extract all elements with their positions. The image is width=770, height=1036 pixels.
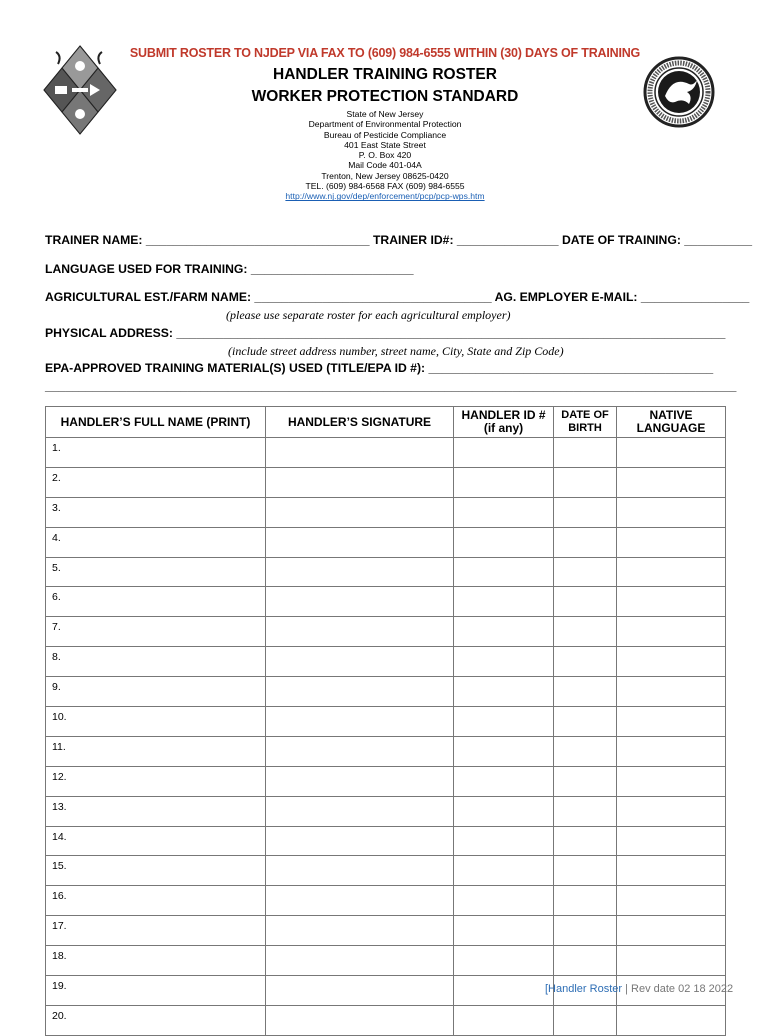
signature-cell[interactable] <box>266 587 454 617</box>
signature-cell[interactable] <box>266 467 454 497</box>
epa-material-line-continued[interactable]: ______________________________________________________________________________________________________ <box>45 379 737 393</box>
farm-name-email-line[interactable]: AGRICULTURAL EST./FARM NAME: ___________________________________ AG. EMPLOYER E-MAIL: ________________ <box>45 290 750 304</box>
row-number: 13. <box>52 800 67 813</box>
signature-cell[interactable] <box>266 647 454 677</box>
handler-id-cell[interactable] <box>454 1005 554 1035</box>
name-cell[interactable] <box>46 707 266 737</box>
row-number: 4. <box>52 531 61 544</box>
address-line: Bureau of Pesticide Compliance <box>323 129 447 140</box>
table-row <box>46 527 726 557</box>
native-language-cell[interactable] <box>617 826 726 856</box>
native-language-cell[interactable] <box>617 1005 726 1035</box>
col-header-date-of-birth <box>554 407 617 438</box>
native-language-cell[interactable] <box>617 707 726 737</box>
address-line: TEL. (609) 984-6568 FAX (609) 984-6555 <box>305 181 465 192</box>
signature-cell[interactable] <box>266 736 454 766</box>
row-number: 9. <box>52 681 61 694</box>
name-cell[interactable] <box>46 856 266 886</box>
handler-id-cell[interactable] <box>454 467 554 497</box>
handler-id-cell[interactable] <box>454 976 554 1006</box>
date-of-birth-cell[interactable] <box>554 677 617 707</box>
form-subtitle: WORKER PROTECTION STANDARD <box>251 88 519 105</box>
row-number: 3. <box>52 501 61 514</box>
roster-rows <box>46 438 726 1036</box>
native-language-cell[interactable] <box>617 766 726 796</box>
name-cell[interactable] <box>46 916 266 946</box>
native-language-cell[interactable] <box>617 736 726 766</box>
date-of-birth-cell[interactable] <box>554 796 617 826</box>
name-cell[interactable] <box>46 467 266 497</box>
address-line: 401 East State Street <box>344 139 426 150</box>
handler-id-sublabel: (if any) <box>483 421 524 435</box>
address-line: Trenton, New Jersey 08625-0420 <box>321 170 449 181</box>
name-cell[interactable] <box>46 647 266 677</box>
address-line: P. O. Box 420 <box>358 150 412 161</box>
handler-id-cell[interactable] <box>454 647 554 677</box>
row-number: 11. <box>52 740 66 753</box>
signature-cell[interactable] <box>266 826 454 856</box>
name-cell[interactable] <box>46 527 266 557</box>
date-of-birth-cell[interactable] <box>554 617 617 647</box>
table-row <box>46 647 726 677</box>
address-format-note: (include street address number, street name, City, State and Zip Code) <box>228 344 564 358</box>
native-language-cell[interactable] <box>617 856 726 886</box>
native-language-cell[interactable] <box>617 677 726 707</box>
row-number: 17. <box>52 920 67 933</box>
date-of-birth-cell[interactable] <box>554 766 617 796</box>
date-of-birth-cell[interactable] <box>554 497 617 527</box>
date-of-birth-cell[interactable] <box>554 707 617 737</box>
handler-roster-table <box>45 406 726 1036</box>
footer-revision-date: | Rev date 02 18 2022 <box>622 983 734 995</box>
native-language-cell[interactable] <box>617 587 726 617</box>
name-cell[interactable] <box>46 677 266 707</box>
handler-id-cell[interactable] <box>454 946 554 976</box>
name-cell[interactable] <box>46 497 266 527</box>
handler-id-cell[interactable] <box>454 587 554 617</box>
native-language-cell[interactable] <box>617 916 726 946</box>
col-header-signature: HANDLER’S SIGNATURE <box>266 407 454 438</box>
col-header-native-language <box>617 407 726 438</box>
native-language-cell[interactable] <box>617 557 726 587</box>
signature-cell[interactable] <box>266 438 454 468</box>
native-language-label-line1: NATIVE <box>649 408 693 422</box>
handler-id-label: HANDLER ID # <box>461 408 546 422</box>
handler-id-cell[interactable] <box>454 886 554 916</box>
date-of-birth-cell[interactable] <box>554 527 617 557</box>
signature-cell[interactable] <box>266 976 454 1006</box>
nj-dep-seal-logo <box>643 44 715 140</box>
table-row <box>46 617 726 647</box>
date-of-birth-cell[interactable] <box>554 886 617 916</box>
native-language-cell[interactable] <box>617 527 726 557</box>
signature-cell[interactable] <box>266 1005 454 1035</box>
handler-id-cell[interactable] <box>454 438 554 468</box>
table-row <box>46 587 726 617</box>
address-line: State of New Jersey <box>346 109 424 119</box>
row-number: 2. <box>52 471 61 484</box>
handler-id-cell[interactable] <box>454 916 554 946</box>
handler-id-cell[interactable] <box>454 527 554 557</box>
signature-cell[interactable] <box>266 856 454 886</box>
table-row <box>46 856 726 886</box>
row-number: 6. <box>52 591 61 604</box>
native-language-cell[interactable] <box>617 647 726 677</box>
name-cell[interactable] <box>46 587 266 617</box>
date-of-birth-cell[interactable] <box>554 826 617 856</box>
col-header-handler-id <box>454 407 554 438</box>
handler-id-cell[interactable] <box>454 826 554 856</box>
native-language-cell[interactable] <box>617 467 726 497</box>
footer-form-name: [Handler Roster <box>545 983 623 995</box>
trainer-info-line[interactable]: TRAINER NAME: _________________________________ TRAINER ID#: _______________ DATE OF TRAINING: __________ <box>45 233 753 247</box>
page-footer <box>545 983 733 995</box>
date-of-birth-cell[interactable] <box>554 946 617 976</box>
row-number: 18. <box>52 950 67 963</box>
name-cell[interactable] <box>46 946 266 976</box>
date-of-birth-cell[interactable] <box>554 438 617 468</box>
address-line: Department of Environmental Protection <box>308 119 462 130</box>
name-cell[interactable] <box>46 826 266 856</box>
handler-id-cell[interactable] <box>454 557 554 587</box>
handler-id-cell[interactable] <box>454 497 554 527</box>
name-cell[interactable] <box>46 796 266 826</box>
signature-cell[interactable] <box>266 886 454 916</box>
native-language-cell[interactable] <box>617 886 726 916</box>
name-cell[interactable] <box>46 617 266 647</box>
signature-cell[interactable] <box>266 916 454 946</box>
row-number: 7. <box>52 621 61 634</box>
name-cell[interactable] <box>46 1005 266 1035</box>
name-cell[interactable] <box>46 886 266 916</box>
date-of-birth-cell[interactable] <box>554 467 617 497</box>
table-row <box>46 677 726 707</box>
name-cell[interactable] <box>46 976 266 1006</box>
table-row <box>46 707 726 737</box>
table-row <box>46 826 726 856</box>
table-row <box>46 497 726 527</box>
row-number: 14. <box>52 830 67 843</box>
name-cell[interactable] <box>46 766 266 796</box>
address-line: Mail Code 401-04A <box>348 160 422 171</box>
row-number: 12. <box>52 770 67 783</box>
col-header-full-name: HANDLER’S FULL NAME (PRINT) <box>46 407 266 438</box>
native-language-cell[interactable] <box>617 946 726 976</box>
date-of-birth-cell[interactable] <box>554 557 617 587</box>
row-number: 19. <box>52 980 67 993</box>
table-row <box>46 467 726 497</box>
table-row <box>46 438 726 468</box>
signature-cell[interactable] <box>266 527 454 557</box>
signature-cell[interactable] <box>266 796 454 826</box>
row-number: 10. <box>52 711 67 724</box>
table-row <box>46 736 726 766</box>
handler-id-cell[interactable] <box>454 856 554 886</box>
row-number: 8. <box>52 651 61 664</box>
table-row <box>46 1005 726 1035</box>
handler-id-cell[interactable] <box>454 617 554 647</box>
name-cell[interactable] <box>46 438 266 468</box>
signature-cell[interactable] <box>266 557 454 587</box>
row-number: 20. <box>52 1009 67 1022</box>
date-of-birth-cell[interactable] <box>554 736 617 766</box>
epa-material-line[interactable]: EPA-APPROVED TRAINING MATERIAL(S) USED (TITLE/EPA ID #): __________________________________________ <box>45 361 714 375</box>
date-of-birth-cell[interactable] <box>554 1005 617 1035</box>
separate-roster-note: (please use separate roster for each agricultural employer) <box>226 308 511 322</box>
row-number: 16. <box>52 890 67 903</box>
date-of-birth-cell[interactable] <box>554 587 617 617</box>
dob-label-line2: BIRTH <box>568 422 602 434</box>
signature-cell[interactable] <box>266 617 454 647</box>
signature-cell[interactable] <box>266 707 454 737</box>
website-link[interactable]: http://www.nj.gov/dep/enforcement/pcp/pcp-wps.htm <box>285 191 485 202</box>
signature-cell[interactable] <box>266 766 454 796</box>
signature-cell[interactable] <box>266 946 454 976</box>
signature-cell[interactable] <box>266 677 454 707</box>
date-of-birth-cell[interactable] <box>554 916 617 946</box>
handler-id-cell[interactable] <box>454 766 554 796</box>
name-cell[interactable] <box>46 736 266 766</box>
name-cell[interactable] <box>46 557 266 587</box>
table-row <box>46 557 726 587</box>
dob-label-line1: DATE OF <box>561 409 609 421</box>
row-number: 5. <box>52 561 61 574</box>
native-language-label-line2: LANGUAGE <box>636 421 706 435</box>
native-language-cell[interactable] <box>617 796 726 826</box>
form-title: HANDLER TRAINING ROSTER <box>273 66 497 83</box>
physical-address-line[interactable]: PHYSICAL ADDRESS: _________________________________________________________________________________ <box>45 326 726 340</box>
date-of-birth-cell[interactable] <box>554 856 617 886</box>
table-row <box>46 796 726 826</box>
handler-id-cell[interactable] <box>454 736 554 766</box>
native-language-cell[interactable] <box>617 438 726 468</box>
nj-state-emblem-logo <box>42 44 118 136</box>
row-number: 1. <box>52 442 61 454</box>
handler-id-cell[interactable] <box>454 707 554 737</box>
native-language-cell[interactable] <box>617 497 726 527</box>
table-row <box>46 916 726 946</box>
table-row <box>46 946 726 976</box>
native-language-cell[interactable] <box>617 617 726 647</box>
handler-id-cell[interactable] <box>454 677 554 707</box>
row-number: 15. <box>52 860 67 873</box>
table-row <box>46 766 726 796</box>
training-language-line[interactable]: LANGUAGE USED FOR TRAINING: ________________________ <box>45 262 414 276</box>
table-header-row <box>46 407 726 438</box>
fax-instruction-banner: SUBMIT ROSTER TO NJDEP VIA FAX TO (609) 984-6555 WITHIN (30) DAYS OF TRAINING <box>129 46 641 60</box>
signature-cell[interactable] <box>266 497 454 527</box>
handler-id-cell[interactable] <box>454 796 554 826</box>
table-row <box>46 886 726 916</box>
date-of-birth-cell[interactable] <box>554 647 617 677</box>
